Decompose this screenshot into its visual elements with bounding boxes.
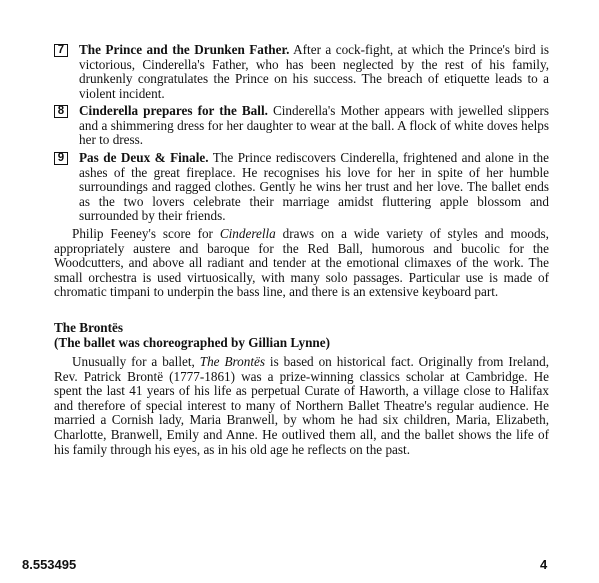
track-number-badge: 7 [54,44,68,57]
score-italic-title: Cinderella [219,226,276,241]
track-description [79,151,549,224]
track-item-8 [54,104,549,148]
track-item-9 [54,151,549,224]
catalog-number: 8.553495 [22,557,77,572]
track-description [79,104,549,148]
brontes-paragraph [54,355,549,457]
section-heading: The Brontës [54,320,123,335]
track-text: The Prince rediscovers Cinderella, frightened and alone in the ashes of the great fireplace. He recognises his love for her in spite of her humble surroundings and ragged clothes. Gently he wins her trust and her love. The ballet ends as the two lovers celebrate their marriage amidst fluttering apple blossom and surrounded by their friends. [79,150,549,224]
track-title: The Prince and the Drunken Father. [79,42,290,57]
score-text-before: Philip Feeney's score for [72,226,220,241]
section-subheading: (The ballet was choreographed by Gillian Lynne) [54,335,330,350]
page-number: 4 [540,557,548,572]
track-title: Cinderella prepares for the Ball. [79,103,268,118]
track-description [79,43,549,101]
score-paragraph [54,227,549,300]
track-item-7 [54,43,549,101]
track-number-badge: 9 [54,152,68,165]
brontes-text-after: is based on historical fact. Originally from Ireland, Rev. Patrick Brontë (1777-1861) was a prize-winning classics scholar at Cambridge. He spent the last 41 years of his life as perpetual Curate of Haworth, a village close to Halifax and therefore of special interest to many of Northern Ballet Theatre's regular audience. He married a Cornish lady, Maria Branwell, by whom he had six children, Maria, Elizabeth, Charlotte, Branwell, Emily and Anne. He outlived them all, and the ballet shows the life of his family through his eyes, as in his old age he reflects on the past. [54,354,549,457]
track-title: Pas de Deux & Finale. [79,150,209,165]
score-text-after: draws on a wide variety of styles and moods, appropriately austere and baroque for the Red Ball, humorous and bucolic for the Woodcutters, and above all radiant and tender at the emotional climaxes of the work. The small orchestra is used virtuosically, with many solo passages. Particular use is made of chromatic timpani to underpin the bass line, and there is an extensive keyboard part. [54,226,549,300]
brontes-italic-title: The Brontës [199,354,265,369]
track-text: Cinderella's Mother appears with jewelled slippers and a shimmering dress for her daughter to wear at the ball. A flock of white doves helps her to dress. [79,103,549,148]
brontes-text-before: Unusually for a ballet, [72,354,200,369]
track-text: After a cock-fight, at which the Prince's bird is victorious, Cinderella's Father, who has been neglected by the rest of his family, drunkenly congratulates the Prince on his success. The breach of etiquette leads to a violent incident. [79,42,549,101]
track-number-badge: 8 [54,105,68,118]
